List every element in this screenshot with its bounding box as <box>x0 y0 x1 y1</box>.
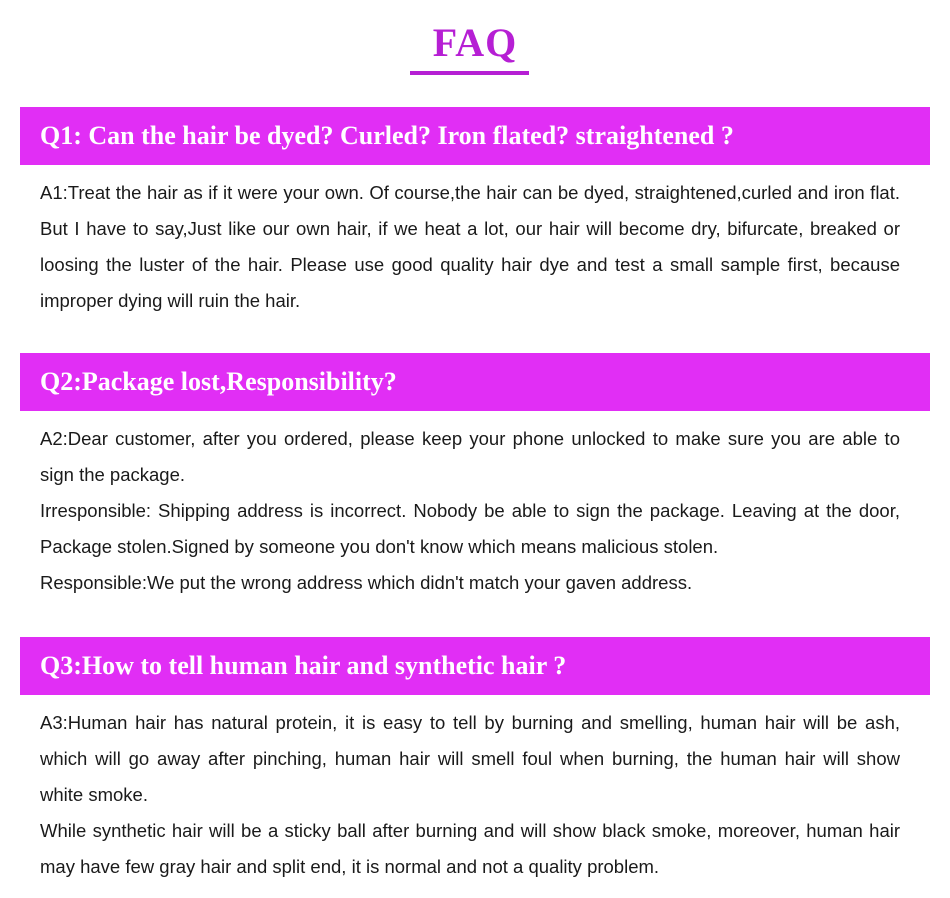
answer-2 <box>40 421 900 601</box>
answer-1-paragraph-1: A1:Treat the hair as if it were your own. Of course,the hair can be dyed, straightened,curled and iron flat. But I have to say,Just like our own hair, if we heat a lot, our hair will become dry, bifurcate, breaked or loosing the luster of the hair. Please use good quality hair dye and test a small sample first, because improper dying will ruin the hair. <box>40 182 900 311</box>
question-bar-1 <box>20 107 930 165</box>
answer-2-paragraph-1: A2:Dear customer, after you ordered, please keep your phone unlocked to make sure you are able to sign the package. <box>40 428 900 485</box>
question-bar-2 <box>20 353 930 411</box>
page-title: FAQ <box>432 20 518 65</box>
answer-3 <box>40 705 900 885</box>
answer-1 <box>40 175 900 319</box>
title-underline <box>410 71 529 75</box>
answer-2-paragraph-2: Irresponsible: Shipping address is incorrect. Nobody be able to sign the package. Leaving at the door, Package stolen.Signed by someone you don't know which means malicious stolen. <box>40 500 900 557</box>
answer-3-paragraph-1: A3:Human hair has natural protein, it is easy to tell by burning and smelling, human hair will be ash, which will go away after pinching, human hair will smell foul when burning, the human hair will show white smoke. <box>40 712 900 805</box>
answer-2-paragraph-3: Responsible:We put the wrong address which didn't match your gaven address. <box>40 572 693 593</box>
question-2-text: Q2:Package lost,Responsibility? <box>40 367 397 396</box>
question-bar-3 <box>20 637 930 695</box>
answer-3-paragraph-2: While synthetic hair will be a sticky ball after burning and will show black smoke, moreover, human hair may have few gray hair and split end, it is normal and not a quality problem. <box>40 820 900 877</box>
question-1-text: Q1: Can the hair be dyed? Curled? Iron flated? straightened ? <box>40 121 734 150</box>
question-3-text: Q3:How to tell human hair and synthetic hair ? <box>40 651 567 680</box>
